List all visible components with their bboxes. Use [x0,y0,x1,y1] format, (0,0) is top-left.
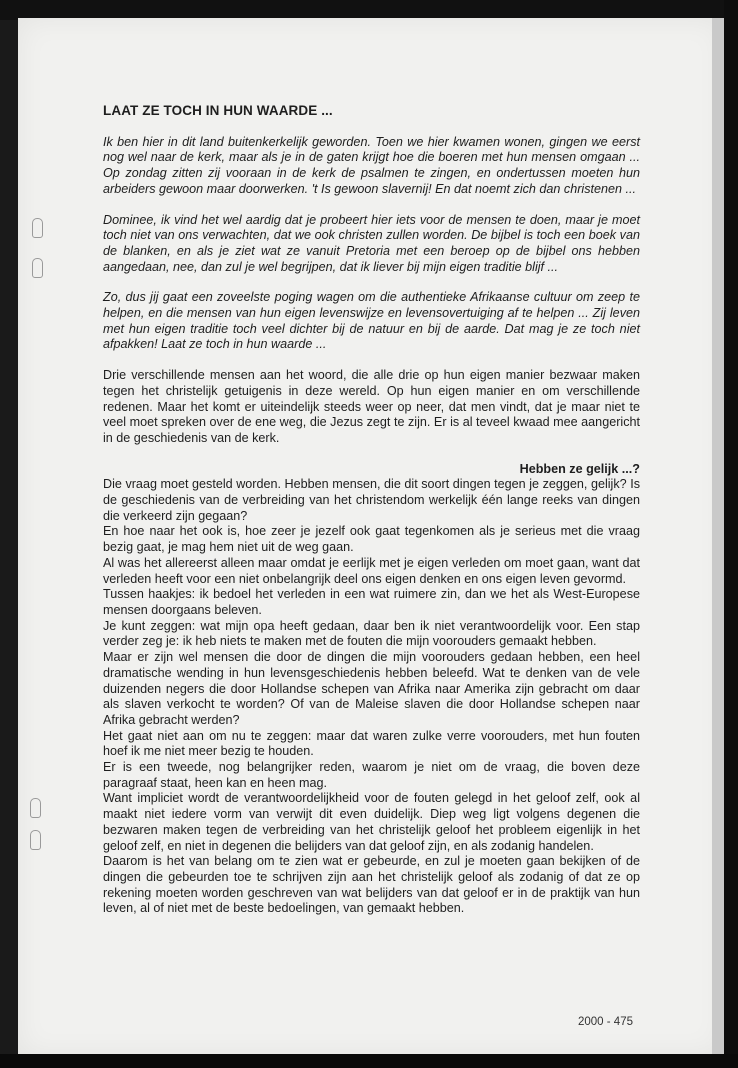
scan-border-right [724,0,738,1068]
intro-paragraph: Drie verschillende mensen aan het woord, die alle drie op hun eigen manier bezwaar maken tegen het christelijk getuigenis in deze wereld. Op hun eigen manier en om verschillende redenen. Maar het komt er uiteindelijk steeds weer op neer, dat men vindt, dat je maar niet te veel moet spreken over de ene weg, die Jezus zegt te zijn. Er is al teveel kwaad mee aangericht in de geschiedenis van de kerk. [103,368,640,445]
binding-hole-mark [32,258,43,278]
binding-hole-mark [30,798,41,818]
body-paragraph: En hoe naar het ook is, hoe zeer je jezelf ook gaat tegenkomen als je serieus met die vraag bezig gaat, je mag hem niet uit de weg gaan. [103,524,640,555]
body-paragraph: Daarom is het van belang om te zien wat er gebeurde, en zul je moeten gaan bekijken of de dingen die gebeurden toe te schrijven zijn aan het christelijk geloof als zodanig of dat ze op rekening moeten worden geschreven van wat belijders van dat geloof er in de praktijk van hun leven, al of niet met de beste bedoelingen, van gemaakt hebben. [103,854,640,916]
body-paragraph: Je kunt zeggen: wat mijn opa heeft gedaan, daar ben ik niet verantwoordelijk voor. Een stap verder zeg je: ik heb niets te maken met de fouten die mijn voorouders gemaakt hebben. [103,618,640,649]
binding-hole-mark [32,218,43,238]
section-subheading: Hebben ze gelijk ...? [519,461,640,476]
scan-border-top [0,0,738,20]
scan-border-bottom [0,1054,738,1068]
body-paragraph: Tussen haakjes: ik bedoel het verleden in een wat ruimere zin, dan we het als West-Europese mensen doorgaans beleven. [103,587,640,617]
quote-paragraph: Ik ben hier in dit land buitenkerkelijk geworden. Toen we hier kwamen wonen, gingen we eerst nog wel naar de kerk, maar als je in de gaten krijgt hoe die boeren met hun mensen omgaan ... Op zondag zitten zij vooraan in de kerk de psalmen te zingen, en ondertussen moeten hun arbeiders gewoon maar doorwerken. 't Is gewoon slavernij! En dat noemt zich dan christenen ... [103,134,640,196]
quote-paragraph: Zo, dus jij gaat een zoveelste poging wagen om die authentieke Afrikaanse cultuur om zeep te helpen, en die mensen van hun eigen levenswijze en levensovertuiging af te helpen ... Zij leven met hun eigen traditie toch veel dichter bij de natuur en bij de aarde. Dat mag je ze toch niet afpakken! Laat ze toch in hun waarde ... [103,290,640,352]
body-paragraph: Maar er zijn wel mensen die door de dingen die mijn voorouders gedaan hebben, een heel dramatische wending in hun levensgeschiedenis hebben beleefd. Wat te denken van de vele duizenden negers die door Hollandse schepen van Afrika naar Amerika zijn gebracht om daar als slaven verkocht te worden? Of van de Maleise slaven die door Hollandse schepen naar Afrika gebracht werden? [103,650,640,727]
page-edge-shadow [712,18,724,1056]
page-number: 2000 - 475 [578,1016,633,1028]
body-paragraph: Want impliciet wordt de verantwoordelijkheid voor de fouten gelegd in het geloof zelf, ook al maakt niet iedere vorm van verwijt dit even duidelijk. Diep weg ligt volgens degenen die bezwaren maken tegen de verbreiding van het christelijk geloof het probleem eigenlijk in het geloof zelf, en niet in degenen die belijders van dat geloof zijn, en als zodanig handelen. [103,791,640,853]
body-paragraph: Er is een tweede, nog belangrijker reden, waarom je niet om de vraag, die boven deze paragraaf staat, heen kan en heen mag. [103,760,640,790]
binding-hole-mark [30,830,41,850]
body-paragraph: Al was het allereerst alleen maar omdat je eerlijk met je eigen verleden om moet gaan, want dat verleden heeft voor een niet onbelangrijk deel ons eigen denken en ons eigen leven gevormd. [103,555,640,586]
article-title: LAAT ZE TOCH IN HUN WAARDE ... [103,103,333,118]
article-content [103,103,640,917]
body-paragraph: Die vraag moet gesteld worden. Hebben mensen, die dit soort dingen tegen je zeggen, gelijk? Is de geschiedenis van de verbreiding van het christendom werkelijk één lange reeks van dingen die verkeerd zijn gegaan? [103,477,640,523]
body-paragraph: Het gaat niet aan om nu te zeggen: maar dat waren zulke verre voorouders, met hun fouten hoef ik me niet meer bezig te houden. [103,728,640,759]
quote-paragraph: Dominee, ik vind het wel aardig dat je probeert hier iets voor de mensen te doen, maar je moet toch niet van ons verwachten, dat we ook christen zullen worden. De bijbel is toch een boek van de blanken, en als je ziet wat ze vanuit Pretoria met een beroep op de bijbel ons hebben aangedaan, nee, dan zul je wel begrijpen, dat ik liever bij mijn eigen traditie blijf ... [103,212,640,274]
